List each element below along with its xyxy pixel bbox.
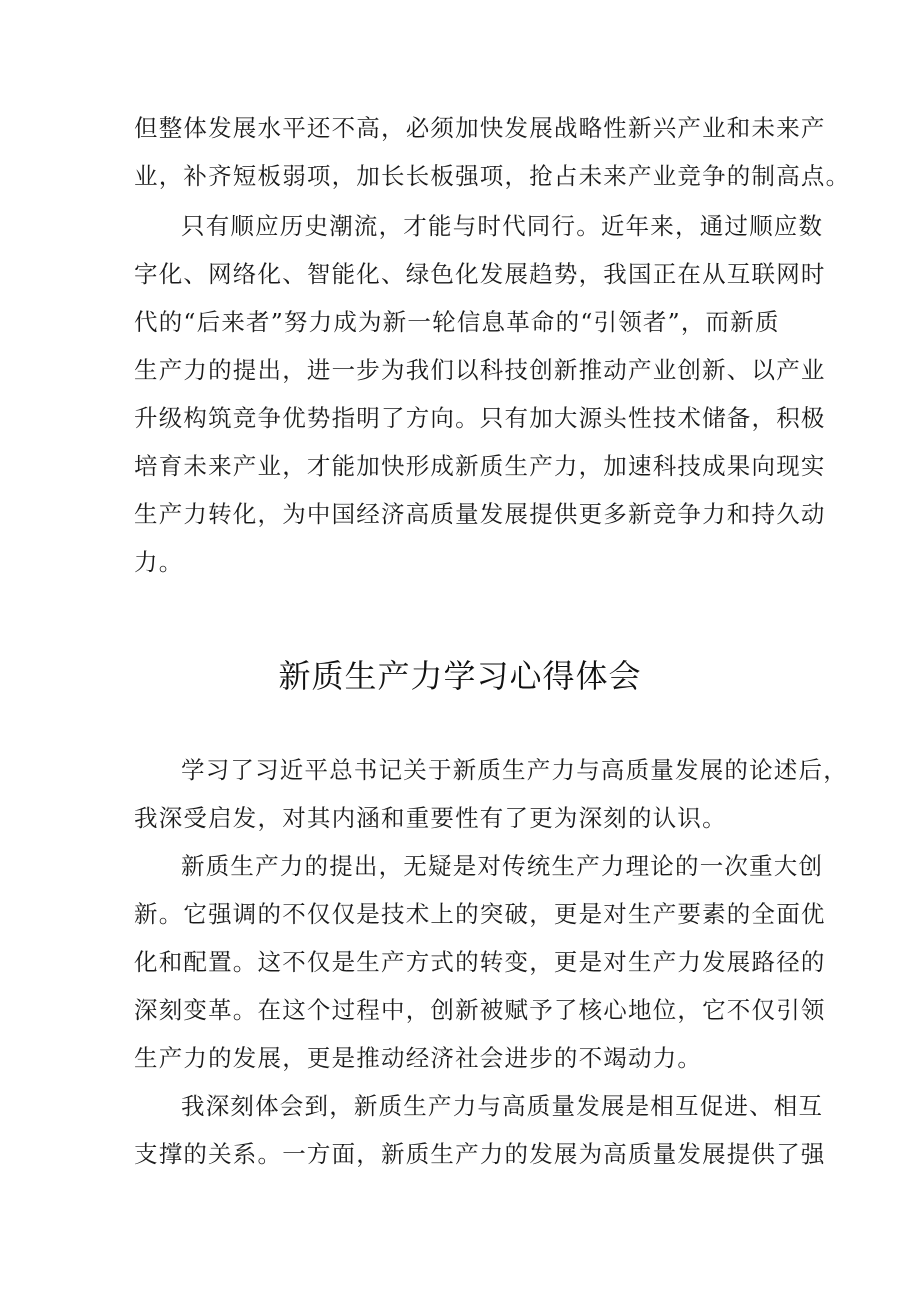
text-line: 生产力的提出，进一步为我们以科技创新推动产业创新、以产业 [134, 356, 826, 384]
text-line: 生产力的发展，更是推动经济社会进步的不竭动力。 [134, 1044, 703, 1072]
text-line: 只有顺应历史潮流，才能与时代同行。近年来，通过顺应数 [181, 212, 824, 240]
text-line: 力。 [134, 548, 184, 576]
text-line: 字化、网络化、智能化、绿色化发展趋势，我国正在从互联网时 [134, 260, 826, 288]
text-line: 深刻变革。在这个过程中，创新被赋予了核心地位，它不仅引领 [134, 996, 826, 1024]
text-line: 新质生产力的提出，无疑是对传统生产力理论的一次重大创 [181, 852, 824, 880]
text-line: 化和配置。这不仅是生产方式的转变，更是对生产力发展路径的 [134, 948, 826, 976]
paragraph-relationship [134, 1082, 826, 1178]
text-line: 学习了习近平总书记关于新质生产力与高质量发展的论述后， [181, 756, 848, 784]
text-line: 我深受启发，对其内涵和重要性有了更为深刻的认识。 [134, 804, 727, 832]
paragraph-intro [134, 746, 848, 842]
text-line: 新。它强调的不仅仅是技术上的突破，更是对生产要素的全面优 [134, 900, 826, 928]
text-line: 升级构筑竞争优势指明了方向。只有加大源头性技术储备，积极 [134, 404, 826, 432]
text-line: 我深刻体会到，新质生产力与高质量发展是相互促进、相互 [181, 1092, 824, 1120]
paragraph-innovation [134, 842, 826, 1082]
text-line: 生产力转化，为中国经济高质量发展提供更多新竞争力和持久动 [134, 500, 826, 528]
text-line: 培育未来产业，才能加快形成新质生产力，加速科技成果向现实 [134, 452, 826, 480]
text-line: 代的“后来者”努力成为新一轮信息革命的“引领者”，而新质 [134, 308, 780, 336]
paragraph-continued [134, 104, 851, 200]
page-title: 新质生产力学习心得体会 [278, 657, 642, 695]
paragraph-historical-trend [134, 202, 826, 586]
text-line: 支撑的关系。一方面，新质生产力的发展为高质量发展提供了强 [134, 1140, 826, 1168]
text-line: 但整体发展水平还不高，必须加快发展战略性新兴产业和未来产 [134, 114, 826, 142]
text-line: 业，补齐短板弱项，加长长板强项，抢占未来产业竞争的制高点。 [134, 162, 851, 190]
